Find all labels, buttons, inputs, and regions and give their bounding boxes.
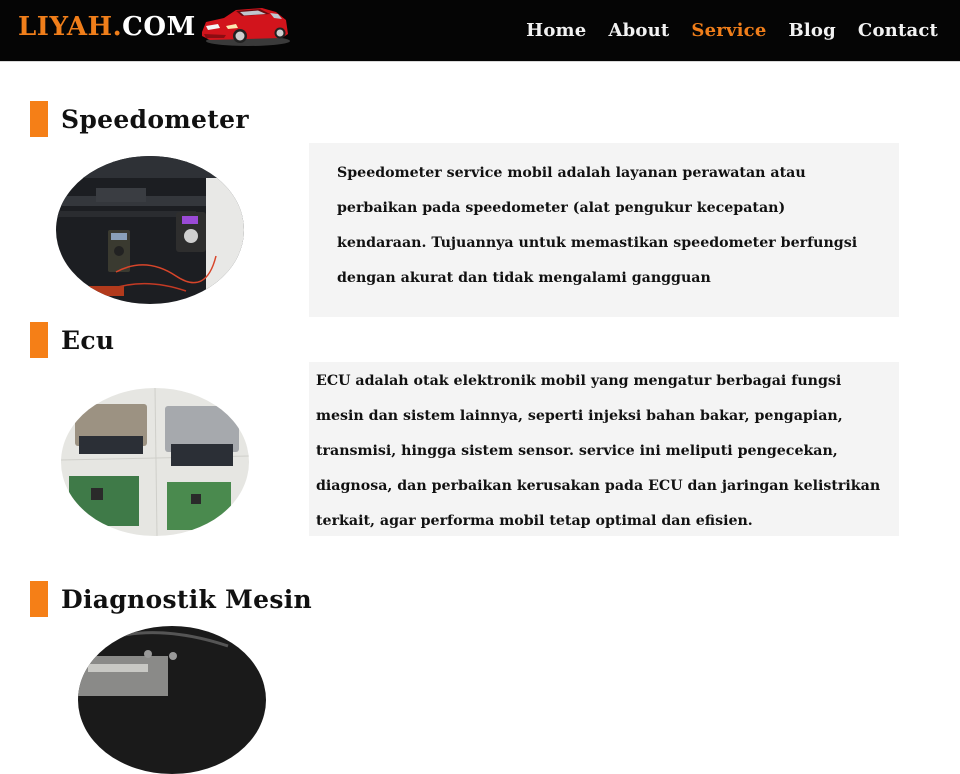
nav-home[interactable]: Home	[526, 20, 587, 41]
ecu-photo	[61, 388, 249, 536]
nav-contact[interactable]: Contact	[857, 20, 938, 41]
accent-bar	[30, 101, 48, 137]
site-logo[interactable]	[18, 10, 196, 44]
section-heading-speedometer	[30, 101, 249, 137]
section-title: Ecu	[61, 325, 115, 355]
ecu-description-box	[309, 362, 899, 536]
speedometer-description-box	[309, 143, 899, 317]
diagnostik-mesin-photo	[78, 626, 266, 774]
engine-bay-with-multimeters-image	[56, 156, 244, 304]
accent-bar	[30, 581, 48, 617]
accent-bar	[30, 322, 48, 358]
nav-blog[interactable]: Blog	[788, 20, 836, 41]
logo-tld: COM	[122, 12, 196, 42]
nav-about[interactable]: About	[608, 20, 670, 41]
car-logo-icon	[196, 4, 292, 48]
navbar	[0, 0, 960, 62]
section-title: Speedometer	[61, 104, 249, 134]
nav-service[interactable]: Service	[691, 20, 767, 41]
section-heading-diagnostik-mesin	[30, 581, 312, 617]
speedometer-photo	[56, 156, 244, 304]
ecu-modules-and-circuit-boards-image	[61, 388, 249, 536]
logo-brand: LIYAH.	[18, 12, 123, 42]
section-heading-ecu	[30, 322, 114, 358]
section-title: Diagnostik Mesin	[61, 584, 312, 614]
engine-image	[78, 626, 266, 774]
main-nav	[504, 17, 938, 45]
speedometer-description: Speedometer service mobil adalah layanan perawatan atau perbaikan pada speedometer (alat pengukur kecepatan) kendaraan. Tujuannya untuk memastikan speedometer berfungsi dengan akurat dan tidak mengalami gangguan	[337, 165, 858, 286]
ecu-description: ECU adalah otak elektronik mobil yang mengatur berbagai fungsi mesin dan sistem lainnya, seperti injeksi bahan bakar, pengapian, transmisi, hingga sistem sensor. service ini meliputi pengecekan, diagnosa, dan perbaikan kerusakan pada ECU dan jaringan kelistrikan terkait, agar performa mobil tetap optimal dan efisien.	[316, 373, 881, 529]
